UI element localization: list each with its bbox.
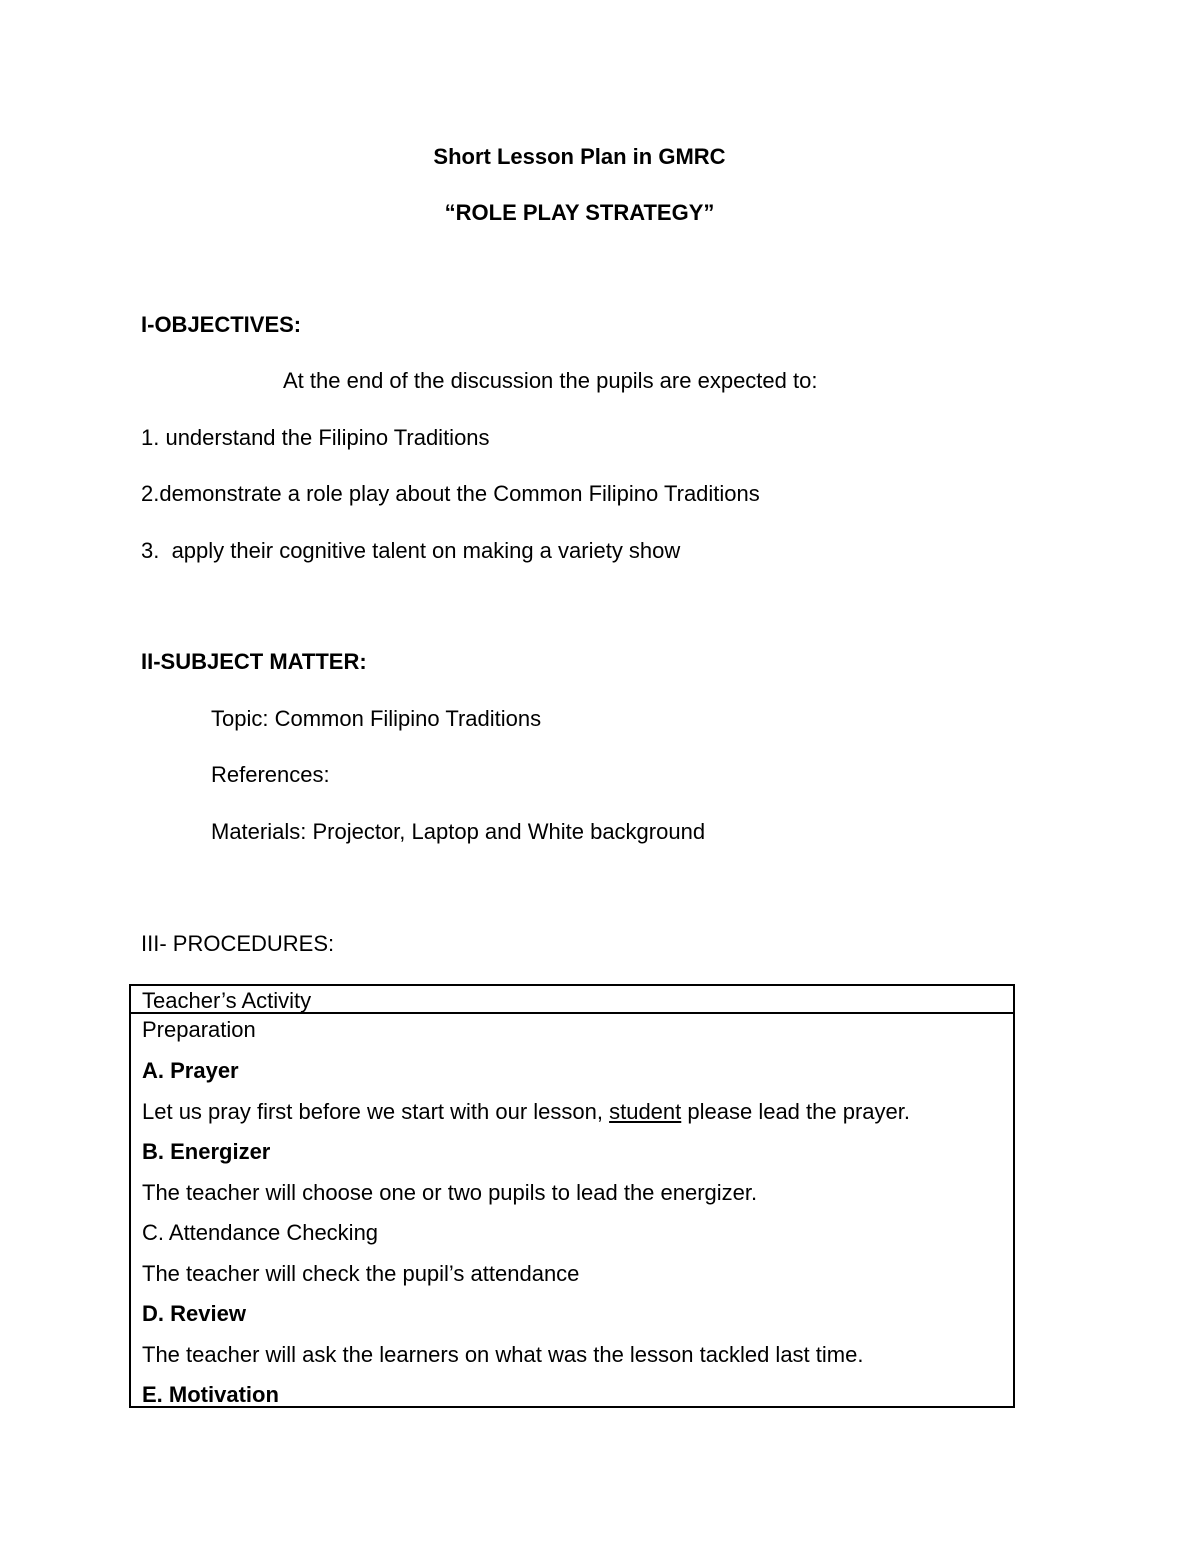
review-heading: D. Review — [142, 1301, 246, 1326]
document-subtitle: “ROLE PLAY STRATEGY” — [444, 200, 715, 225]
prayer-text-before: Let us pray first before we start with our lesson, — [142, 1099, 610, 1124]
objectives-heading: I-OBJECTIVES: — [141, 312, 302, 337]
objectives-intro: At the end of the discussion the pupils are expected to: — [283, 368, 818, 393]
procedures-heading: III- PROCEDURES: — [141, 931, 335, 956]
prayer-text-after: please lead the prayer. — [681, 1099, 910, 1124]
motivation-heading: E. Motivation — [142, 1382, 279, 1407]
objective-item: 2.demonstrate a role play about the Common Filipino Traditions — [141, 481, 760, 506]
table-header-row — [131, 986, 1013, 1014]
subject-matter-heading: II-SUBJECT MATTER: — [141, 649, 367, 674]
attendance-heading: C. Attendance Checking — [142, 1220, 379, 1245]
energizer-heading: B. Energizer — [142, 1139, 271, 1164]
objective-item: 1. understand the Filipino Traditions — [141, 425, 490, 450]
prayer-text — [142, 1101, 910, 1123]
subject-materials: Materials: Projector, Laptop and White background — [211, 819, 706, 844]
prayer-heading: A. Prayer — [142, 1058, 239, 1083]
objective-item: 3. apply their cognitive talent on making a variety show — [141, 538, 681, 563]
attendance-text: The teacher will check the pupil’s attendance — [142, 1261, 580, 1286]
energizer-text: The teacher will choose one or two pupils to lead the energizer. — [142, 1180, 758, 1205]
phase-label: Preparation — [142, 1017, 256, 1042]
procedures-table — [129, 984, 1015, 1408]
subject-topic: Topic: Common Filipino Traditions — [211, 706, 542, 731]
review-text: The teacher will ask the learners on what was the lesson tackled last time. — [142, 1342, 864, 1367]
document-title: Short Lesson Plan in GMRC — [433, 144, 726, 169]
student-link-text: student — [609, 1099, 682, 1124]
subject-references: References: — [211, 762, 330, 787]
column-header-teachers-activity: Teacher’s Activity — [142, 988, 312, 1013]
